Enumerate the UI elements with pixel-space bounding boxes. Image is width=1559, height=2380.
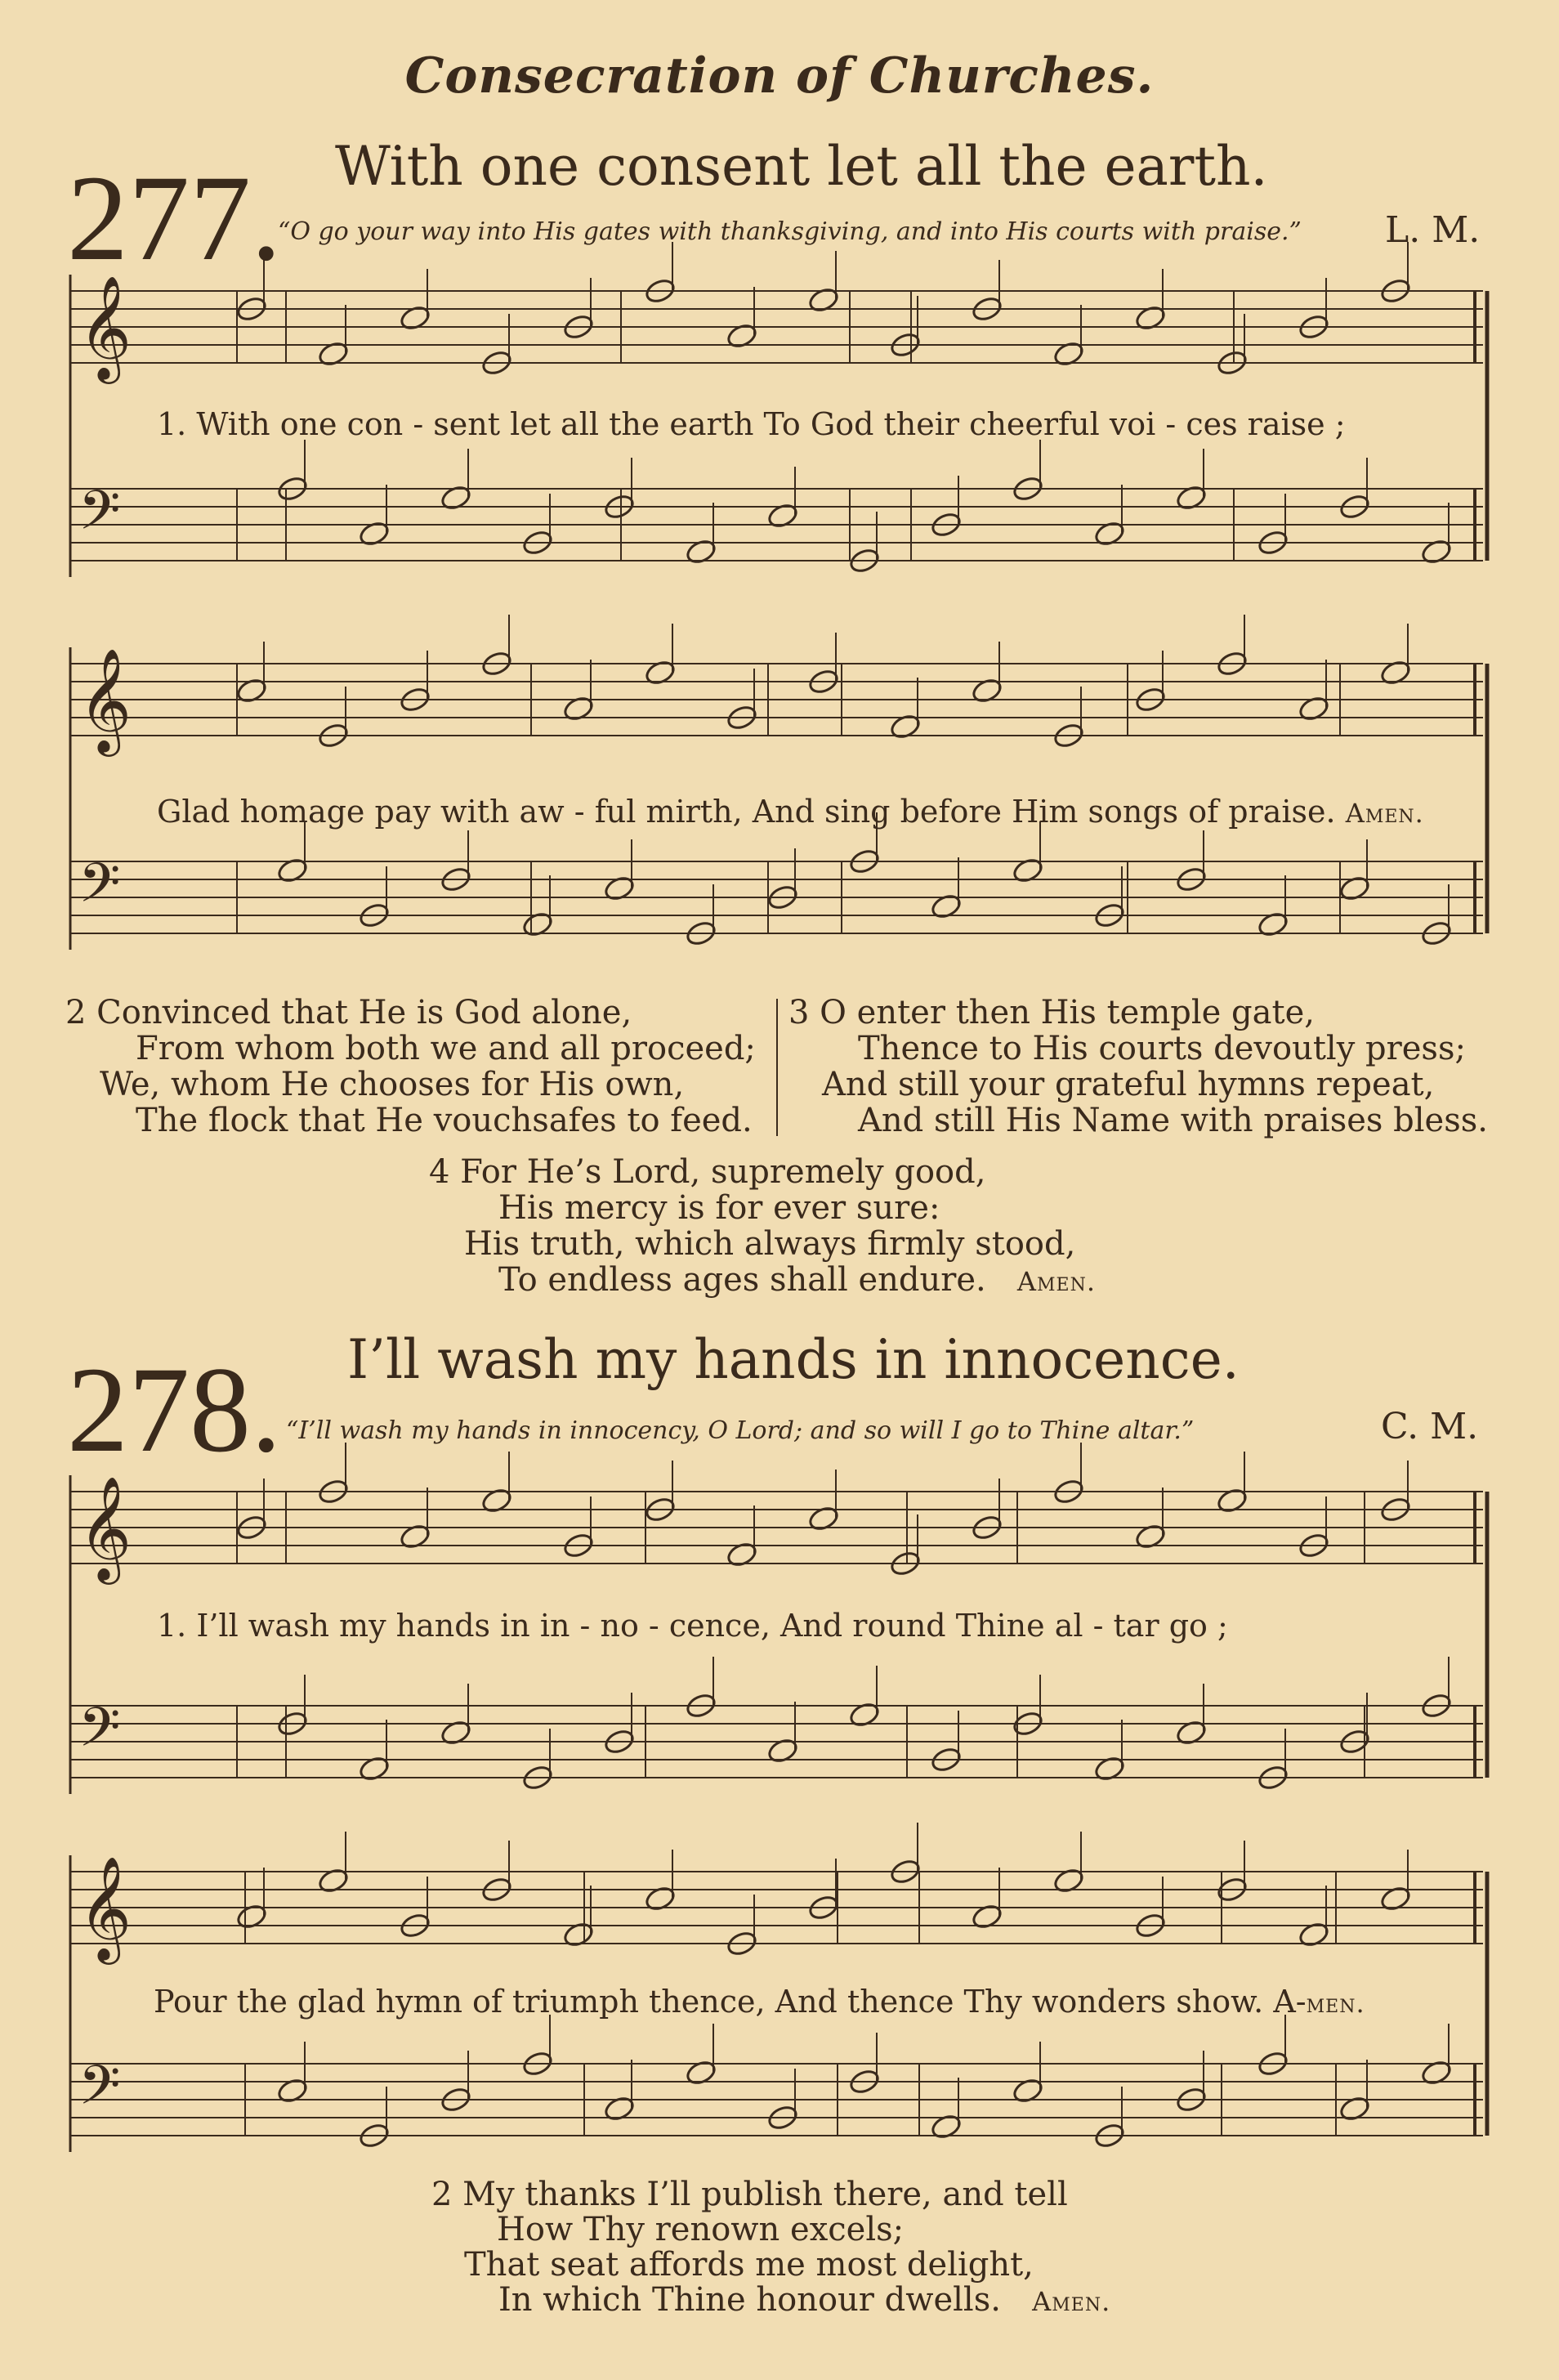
amen-label: Amen.	[1016, 1266, 1097, 1297]
lyric-line: 1. I’ll wash my hands in in - no - cence, And round Thine al - tar go ;	[157, 1608, 1228, 1644]
amen-label: Amen.	[1345, 798, 1424, 829]
hymn-number: 278.	[67, 1342, 282, 1478]
lyric-line: 1. With one con - sent let all the earth To God their cheerful voi - ces raise ;	[157, 406, 1346, 442]
verse-line: To endless ages shall endure. Amen.	[498, 1261, 1097, 1299]
verse-line: Thence to His courts devoutly press;	[858, 1030, 1466, 1067]
hymn-title: I’ll wash my hands in innocence.	[347, 1328, 1240, 1391]
treble-clef-icon: 𝄞	[78, 1475, 132, 1580]
verse-line: 3 O enter then His temple gate,	[788, 994, 1315, 1031]
treble-clef-icon: 𝄞	[78, 1855, 132, 1960]
hymn-title: With one consent let all the earth.	[335, 135, 1268, 198]
column-divider	[776, 999, 778, 1136]
verse-line: 2 My thanks I’ll publish there, and tell	[431, 2176, 1068, 2213]
bass-clef-icon: 𝄢	[78, 479, 121, 555]
verse-line: From whom both we and all proceed;	[136, 1030, 756, 1067]
verse-line: How Thy renown excels;	[497, 2211, 905, 2248]
verse-line: In which Thine honour dwells. Amen.	[498, 2281, 1111, 2319]
treble-clef-icon: 𝄞	[78, 275, 132, 379]
verse-line: And still your grateful hymns repeat,	[822, 1066, 1435, 1103]
hymn-number: 277.	[67, 150, 282, 286]
verse-line: That seat affords me most delight,	[464, 2246, 1034, 2284]
hymn-meter: L. M.	[1385, 209, 1481, 251]
verse-line: The flock that He vouchsafes to feed.	[136, 1102, 753, 1139]
verse-line: His mercy is for ever sure:	[498, 1189, 940, 1227]
section-heading: Consecration of Churches.	[404, 47, 1155, 105]
lyric-line: Pour the glad hymn of triumph thence, And thence Thy wonders show. A-men.	[154, 1984, 1365, 2020]
amen-label: Amen.	[1032, 2286, 1111, 2317]
bass-clef-icon: 𝄢	[78, 852, 121, 928]
bass-clef-icon: 𝄢	[78, 1696, 121, 1772]
verse-line: 4 For He’s Lord, supremely good,	[429, 1153, 986, 1191]
verse-line: We, whom He chooses for His own,	[100, 1066, 685, 1103]
hymn-epigraph: “I’ll wash my hands in innocency, O Lord; and so will I go to Thine altar.”	[286, 1416, 1195, 1445]
amen-label: men.	[1306, 1988, 1365, 2019]
treble-clef-icon: 𝄞	[78, 647, 132, 752]
verse-line: His truth, which always firmly stood,	[464, 1225, 1076, 1263]
lyric-line: Glad homage pay with aw - ful mirth, And sing before Him songs of praise. Amen.	[157, 794, 1424, 830]
hymn-epigraph: “O go your way into His gates with thanksgiving, and into His courts with praise.”	[278, 217, 1302, 246]
verse-line: And still His Name with praises bless.	[858, 1102, 1488, 1139]
hymn-meter: C. M.	[1381, 1406, 1479, 1447]
bass-clef-icon: 𝄢	[78, 2054, 121, 2130]
verse-line: 2 Convinced that He is God alone,	[65, 994, 632, 1031]
